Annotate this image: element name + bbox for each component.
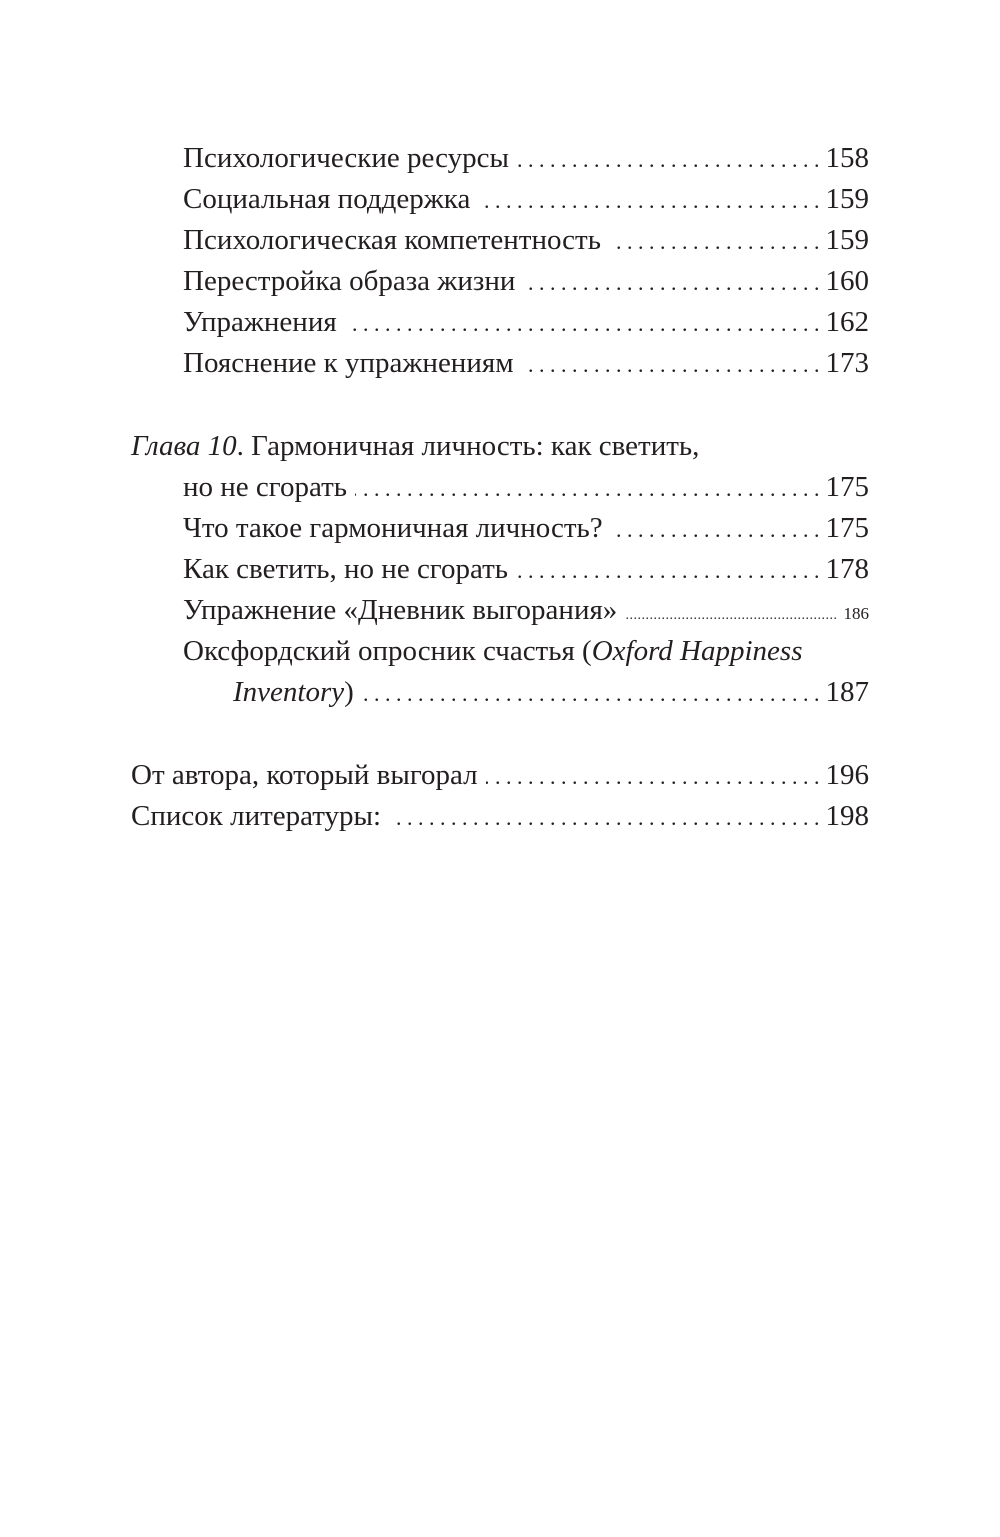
leader-dots xyxy=(517,139,820,180)
toc-entry-title xyxy=(183,631,803,672)
oxford-prefix: Оксфордский опросник счастья ( xyxy=(183,635,592,667)
toc-entry-page: 158 xyxy=(825,142,869,174)
chapter-label: Глава 10 xyxy=(131,430,237,462)
chapter-heading-title xyxy=(131,426,699,467)
chapter-title-line1: . Гармоничная личность: как светить, xyxy=(236,430,700,462)
toc-entry-page: 159 xyxy=(825,183,869,215)
leader-dots xyxy=(362,673,820,714)
toc-entry-page: 162 xyxy=(825,306,869,338)
toc-entry[interactable] xyxy=(131,549,869,590)
toc-entry-page: 187 xyxy=(825,676,869,708)
chapter-page: 175 xyxy=(825,471,869,503)
toc-entry[interactable] xyxy=(131,590,869,631)
chapter-heading[interactable] xyxy=(131,426,869,467)
toc-entry[interactable] xyxy=(131,302,869,343)
leader-dots xyxy=(611,509,820,550)
toc-entry-title: Список литературы: xyxy=(131,800,382,832)
toc-entry-title-continuation xyxy=(233,672,354,713)
leader-dots xyxy=(355,468,820,509)
toc-entry[interactable] xyxy=(131,220,869,261)
leader-dots xyxy=(609,221,820,262)
toc-entry[interactable] xyxy=(131,755,869,796)
leader-dots xyxy=(486,756,820,797)
leader-dots xyxy=(389,797,819,838)
toc-entry-page: 186 xyxy=(843,604,869,623)
leader-dots xyxy=(522,344,820,385)
toc-entry-page: 175 xyxy=(825,512,869,544)
toc-entry-title: Упражнения xyxy=(183,306,337,338)
toc-entry-page: 159 xyxy=(825,224,869,256)
toc-entry[interactable] xyxy=(131,179,869,220)
toc-entry[interactable] xyxy=(131,508,869,549)
toc-entry-title: Упражнение «Дневник выгорания» xyxy=(183,594,618,626)
leader-dots xyxy=(516,550,819,591)
table-of-contents xyxy=(131,138,869,837)
section-gap xyxy=(131,713,869,755)
toc-entry-oxford[interactable] xyxy=(131,631,869,672)
toc-entry-title: Психологические ресурсы xyxy=(183,142,509,174)
leader-dots xyxy=(345,303,820,344)
leader-dots xyxy=(478,180,819,221)
chapter-title-line2: но не сгорать xyxy=(183,471,347,503)
toc-entry-page: 178 xyxy=(825,553,869,585)
toc-entry-title: Социальная поддержка xyxy=(183,183,471,215)
toc-entry-page: 173 xyxy=(825,347,869,379)
toc-entry-oxford-continuation[interactable] xyxy=(131,672,869,713)
toc-entry-page: 196 xyxy=(825,759,869,791)
toc-entry[interactable] xyxy=(131,261,869,302)
toc-entry-page: 198 xyxy=(825,800,869,832)
toc-entry-page: 160 xyxy=(825,265,869,297)
toc-entry-title: Пояснение к упражнениям xyxy=(183,347,514,379)
chapter-heading-continuation[interactable] xyxy=(131,467,869,508)
leader-dots xyxy=(625,595,837,636)
oxford-italic-line2: Inventory xyxy=(233,676,345,708)
toc-entry-title: От автора, который выгорал xyxy=(131,759,478,791)
toc-entry-title: Как светить, но не сгорать xyxy=(183,553,509,585)
leader-dots xyxy=(523,262,819,303)
section-gap xyxy=(131,384,869,426)
toc-entry[interactable] xyxy=(131,138,869,179)
oxford-italic-line1: Oxford Happiness xyxy=(591,635,803,667)
toc-entry-title: Психологическая компетентность xyxy=(183,224,601,256)
toc-entry[interactable] xyxy=(131,796,869,837)
toc-entry-title: Что такое гармоничная личность? xyxy=(183,512,603,544)
oxford-suffix: ) xyxy=(344,676,354,708)
toc-entry-title: Перестройка образа жизни xyxy=(183,265,516,297)
toc-entry[interactable] xyxy=(131,343,869,384)
